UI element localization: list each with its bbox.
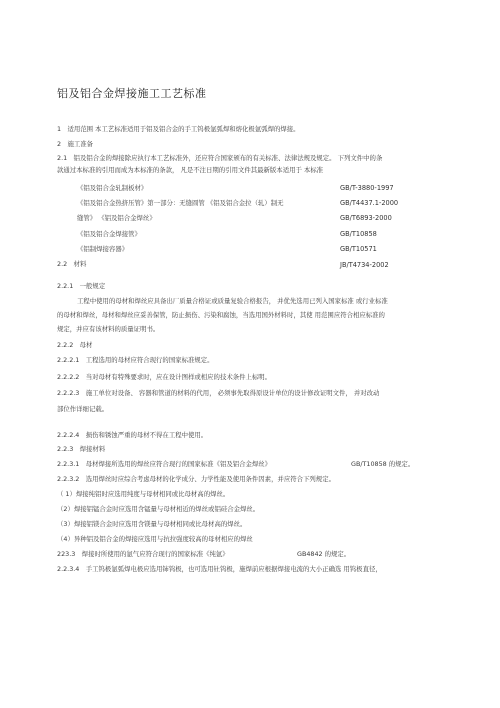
paragraph-2-1-line-2: 款通过本标准的引用而成为本标准的条款， 凡是不注日期的引用文件其最新版本适用于 本标准: [57, 166, 324, 174]
document-title: 铝及铝合金焊接施工工艺标准: [57, 87, 207, 100]
clause-2-2-3-3: 223.3 焊接时所使用的氩气应符合现行的国家标准《纯氩》: [57, 550, 229, 558]
standard-code: GB/T10858: [340, 230, 377, 238]
clause-2-2-3-1: 2.2.3.1 母材焊接所选用的焊丝应符合现行的国家标准《铝及铝合金焊丝》: [57, 460, 272, 468]
clause-2-2-2-3-line-1: 2.2.2.3 施工单位对设备、 容器和管道的材料的代用， 必须事先取得原设计单位的设计修改证明文件， 并对改动: [57, 389, 380, 397]
section-2-heading: 2 施工准备: [57, 140, 94, 148]
list-item: （ 1）焊接纯铝时应选用纯度与母材相同或比母材高的焊丝。: [57, 490, 230, 498]
clause-2-2-2-3-line-2: 部位作详细记载。: [57, 405, 109, 413]
list-item: （4）异种铝及铝合金的焊接应选用与抗拉强度较高的母材相应的焊丝: [57, 535, 253, 543]
standard-code: GB/T6893-2000: [340, 214, 392, 222]
standard-code: JB/T4734-2002: [340, 261, 389, 269]
clause-2-2-3-3-code: GB4842 的规定。: [297, 550, 351, 558]
section-2-2-2-heading: 2.2.2 母材: [57, 341, 93, 349]
paragraph-2-2-1-line-1: 工程中使用的母材和焊丝应具备出厂质量合格证或质量复验合格报告， 并优先选用已列入国家标准 或行业标准: [77, 297, 388, 305]
paragraph-2-2-1-line-3: 规定，并应有该材料的质量证明书。: [57, 325, 160, 333]
clause-2-2-2-1: 2.2.2.1 工程选用的母材应符合现行的国家标准规定。: [57, 356, 214, 364]
reference-item: 《铝及铝合金轧制板材》: [77, 184, 148, 192]
clause-2-2-2-2: 2.2.2.2 当对母材有特殊要求时，应在设计图样或相应的技术条件上标明。: [57, 373, 272, 381]
reference-item: 缝管》 《铝及铝合金焊丝》: [77, 214, 156, 222]
standard-code: GB/T-3880-1997: [340, 184, 394, 192]
standard-code: GB/T10571: [340, 245, 377, 253]
section-2-2-1-heading: 2.2.1 一般规定: [57, 282, 106, 290]
list-item: （2）焊接铝锰合金时应选用含锰量与母材相近的焊丝或铝硅合金焊丝。: [57, 505, 260, 513]
list-item: （3）焊接铝镁合金时应选用含镁量与母材相同或比母材高的焊丝。: [57, 520, 247, 528]
clause-2-2-3-4: 2.2.3.4 手工钨极氩弧焊电极应选用铈钨极，也可选用钍钨极，施焊前应根据焊接电流的大小正确选 用钨极直径，: [57, 565, 382, 573]
clause-2-2-2-4: 2.2.2.4 损伤和锈蚀严重的母材不得在工程中使用。: [57, 431, 208, 439]
section-2-2-3-heading: 2.2.3 焊接材料: [57, 445, 106, 453]
paragraph-2-1-line-1: 2.1 铝及铝合金的焊接除应执行本工艺标准外，还应符合国家颁布的有关标准、法律法规及规定。 下列文件中的条: [57, 154, 383, 162]
reference-item: 《铝及铝合金热挤压管》第一部分：无缝圆管 《铝及铝合金拉（轧）制无: [77, 199, 284, 207]
standard-code: GB/T4437.1-2000: [340, 199, 399, 207]
section-1-scope: 1 适用范围 本工艺标准适用于铝及铝合金的手工钨极氩弧焊和熔化极氩弧焊的焊接。: [57, 125, 300, 133]
paragraph-2-2-1-line-2: 的母材和焊丝，母材和焊丝应妥善保管，防止损伤、污染和腐蚀，当选用国外材料时，其使 用范围应符合相应标准的: [57, 311, 385, 319]
reference-item: 《铝制焊接容器》: [77, 245, 129, 253]
clause-2-2-3-1-code: GB/T10858 的规定。: [351, 460, 415, 468]
reference-item: 《铝及铝合金焊接管》: [77, 230, 141, 238]
clause-2-2-3-2: 2.2.3.2 选用焊丝时应综合考虑母材的化学成分、力学性能及使用条件因素，并应符合下列规定。: [57, 475, 335, 483]
section-2-2-heading: 2.2 材料: [57, 260, 87, 268]
